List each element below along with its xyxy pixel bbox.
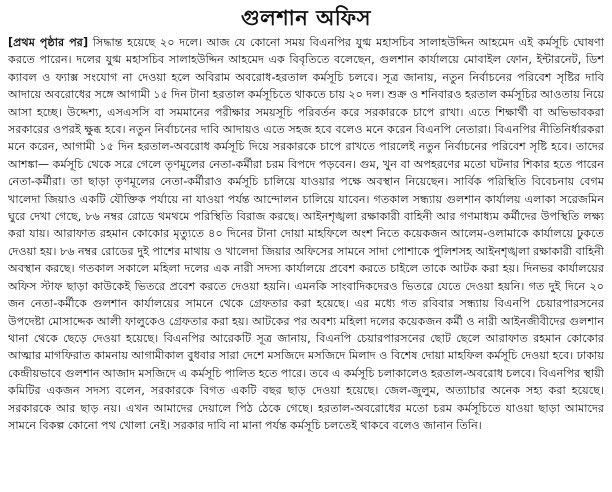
article-body-text: সিদ্ধান্ত হয়েছে ২০ দলে। আজ যে কোনো সময় বিএনপির যুগ্ম মহাসচিব সালাহউদ্দিন আহমেদ এই কর্মসূচি ঘোষণা করতে পারেন। দলের যুগ্ম মহাসচিব সালাহউদ্দিন আহমেদ এক বিবৃতিতে বলেছেন, গুলশান কার্যালয়ে মোবাইল ফোন, ইন্টারনেট, ডিশ ক্যাবল ও ফ্যাক্স সংযোগ না দেওয়া হলে অবিরাম অবরোধ-হরতাল কর্মসূচি চলবে। সূত্র জানায়, নতুন নির্বাচনের পরিবেশ সৃষ্টির দাবি আদায়ে অবরোধের সঙ্গে আগামী ১৫ দিন টানা হরতাল কর্মসূচিতে থাকতে চায় ২০ দল। শুক্র ও শনিবারও হরতাল কর্মসূচির আওতায় নিয়ে আসা হচ্ছে। উদ্দেশ্য, এসএসসি বা সমমানের পরীক্ষার সময়সূচি পরিবর্তন করে সরকারকে চাপে রাখা। এতে শিক্ষার্থী বা অভিভাবকরা সরকারের ওপরই ক্ষুব্ধ হবে। নতুন নির্বাচনের দাবি আদায়ও এতে সহজ হবে বলেও মনে করেন বিএনপি নেতারা। বিএনপির নীতিনির্ধারকরা মনে করেন, আগামী ১৫ দিন হরতাল-অবরোধ কর্মসূচি দিয়ে সরকারকে চাপে রাখতে পারলেই নতুন নির্বাচনের পরিবেশ সৃষ্টি হবে। তাদের আশঙ্কা— কর্মসূচি থেকে সরে গেলে তৃণমূলের নেতা-কর্মীরা চরম বিপদে পড়বেন। গুম, খুন বা অপহরণের মতো ঘটনার শিকার হতে পারেন নেতা-কর্মীরা। তা ছাড়া তৃণমূলের নেতা-কর্মীরাও কর্মসূচি চালিয়ে যাওয়ার পক্ষে অবস্থান নিয়েছেন। সার্বিক পরিস্থিতি বিবেচনায় বেগম খালেদা জিয়াও একটি যৌক্তিক পর্যায়ে না যাওয়া পর্যন্ত আন্দোলন চালিয়ে যাবেন। গতকাল সন্ধ্যায় গুলশান কার্যালয় এলাকা সরেজমিন ঘুরে দেখা গেছে, ৮৬ নম্বর রোডে থমথমে পরিস্থিতি বিরাজ করছে। আইনশৃঙ্খলা রক্ষাকারী বাহিনী আর গণমাধ্যম কর্মীদের উপস্থিতি লক্ষ্য করা যায়। আরাফাত রহমান কোকোর মৃত্যুতে ৪০ দিনের টানা দোয়া মাহফিলে অংশ নিতে কয়েকজন আলেম-ওলামাকে কার্যালয়ে ঢুকতে দেওয়া হয়। ৮৬ নম্বর রোডের দুই পাশের মাথায় ও খালেদা জিয়ার অফিসের সামনে সাদা পোশাকে পুলিশসহ আইনশৃঙ্খলা রক্ষাকারী বাহিনী অবস্থান করছে। গতকাল সকালে মহিলা দলের এক নারী সদস্য কার্যালয়ে প্রবেশ করতে চাইলে তাকে আটক করা হয়। দিনভর কার্যালয়ের অফিস স্টাফ ছাড়া কাউকেই ভিতরে প্রবেশ করতে দেওয়া হয়নি। এমনকি সাংবাদিকদেরও ভিতরে যেতে দেওয়া হয়নি। গত দুই দিনে ২০ জন নেতা-কর্মীকে গুলশান কার্যালয়ের সামনে থেকে গ্রেফতার করা হয়েছে। এর মধ্যে গত রবিবার সন্ধ্যায় বিএনপি চেয়ারপারসনের উপদেষ্টা মোসাদ্দেক আলী ফালুকেও গ্রেফতার করা হয়। আটকের পর অবশ্য মহিলা দলের কয়েকজন কর্মী ও নারী আইনজীবীদের গুলশান থানা থেকে ছেড়ে দেওয়া হয়েছে। বিএনপির আরেকটি সূত্র জানায়, বিএনপি চেয়ারপারসনের ছোট ছেলে আরাফাত রহমান কোকোর আত্মার মাগফিরাত কামনায় আগামীকাল বুধবার সারা দেশে মসজিদে মসজিদে মিলাদ ও বিশেষ দোয়া মাহফিল কর্মসূচি দেওয়া হবে। ঢাকায় কেন্দ্রীয়ভাবে গুলশান আজাদ মসজিদে এ কর্মসূচি পালিত হতে পারে। তবে এ কর্মসূচি চলাকালেও হরতাল-অবরোধ চলবে। বিএনপির স্থায়ী কমিটির একজন সদস্য বলেন, সরকারকে বিগত একটি বছর ছাড় দেওয়া হয়েছে। জেল-জুলুম, অত্যাচার অনেক সহ্য করা হয়েছে। সরকারকে আর ছাড় নয়। এখন আমাদের দেয়ালে পিঠ ঠেকে গেছে। হরতাল-অবরোধের মতো চরম কর্মসূচিতে যাওয়া ছাড়া আমাদের সামনে বিকল্প কোনো পথ খোলা নেই। সরকার দাবি না মানা পর্যন্ত কর্মসূচি চলতেই থাকবে বলেও জানান তিনি। [8, 36, 604, 432]
article-body [8, 34, 604, 434]
continuation-marker: [প্রথম পৃষ্ঠার পর] [8, 36, 89, 49]
article-headline: গুলশান অফিস [240, 6, 372, 30]
